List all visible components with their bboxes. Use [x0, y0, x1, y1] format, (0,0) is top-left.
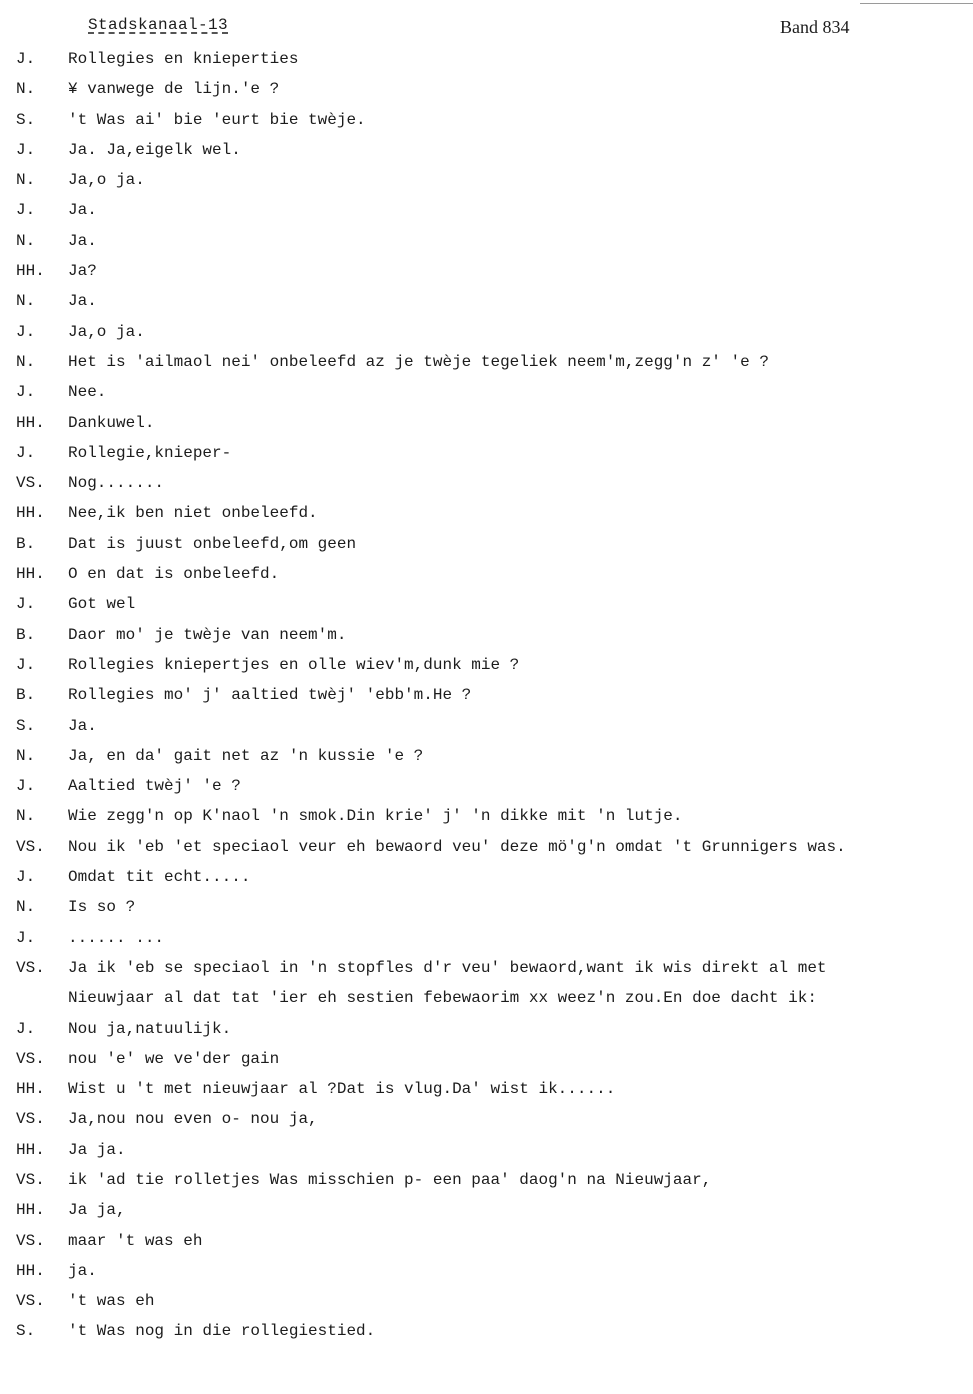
- utterance-text: Ja.: [68, 231, 97, 250]
- utterance-text: 't was eh: [68, 1292, 155, 1311]
- speaker-label: N.: [16, 292, 36, 311]
- speaker-label: J.: [16, 1019, 36, 1038]
- transcript-line: [0, 286, 973, 316]
- speaker-label: HH.: [16, 413, 45, 432]
- utterance-text: Nou ik 'eb 'et speciaol veur eh bewaord veu' deze mö'g'n omdat 't Grunnigers was.: [68, 837, 846, 856]
- speaker-label: J.: [16, 322, 36, 341]
- speaker-label: S.: [16, 1322, 36, 1341]
- transcript-line: [0, 711, 973, 741]
- utterance-text: Dankuwel.: [68, 413, 155, 432]
- utterance-text: Ja,o ja.: [68, 171, 145, 190]
- speaker-label: B.: [16, 686, 36, 705]
- transcript-line: [0, 1316, 973, 1346]
- utterance-text: ik 'ad tie rolletjes Was misschien p- een paa' daog'n na Nieuwjaar,: [68, 1170, 712, 1189]
- utterance-text: Ja ja.: [68, 1140, 126, 1159]
- transcript-line: [0, 165, 973, 195]
- utterance-text: Het is 'ailmaol nei' onbeleefd az je twèje tegeliek neem'm,zegg'n z' 'e ?: [68, 352, 769, 371]
- transcript-line: [0, 589, 973, 619]
- utterance-text: Nou ja,natuulijk.: [68, 1019, 232, 1038]
- utterance-text: Dat is juust onbeleefd,om geen: [68, 534, 357, 553]
- speaker-label: VS.: [16, 1049, 45, 1068]
- transcript-line: [0, 862, 973, 892]
- transcript-line: [0, 105, 973, 135]
- speaker-label: HH.: [16, 1261, 45, 1280]
- speaker-label: N.: [16, 746, 36, 765]
- utterance-text: Rollegies mo' j' aaltied twèj' 'ebb'm.He ?: [68, 686, 472, 705]
- speaker-label: J.: [16, 777, 36, 796]
- transcript-line: [0, 1044, 973, 1074]
- transcript-line: [0, 1014, 973, 1044]
- speaker-label: S.: [16, 716, 36, 735]
- utterance-text: Is so ?: [68, 898, 136, 917]
- speaker-label: S.: [16, 110, 36, 129]
- transcript-line: [0, 1286, 973, 1316]
- utterance-text: Omdat tit echt.....: [68, 868, 251, 887]
- transcript-body: [0, 44, 973, 1347]
- utterance-text: ja.: [68, 1261, 97, 1280]
- utterance-text: 't Was nog in die rollegiestied.: [68, 1322, 376, 1341]
- utterance-text: Nieuwjaar al dat tat 'ier eh sestien febewaorim xx weez'n zou.En doe dacht ik:: [68, 989, 817, 1008]
- transcript-line: [0, 377, 973, 407]
- speaker-label: N.: [16, 171, 36, 190]
- utterance-text: Wist u 't met nieuwjaar al ?Dat is vlug.Da' wist ik......: [68, 1080, 616, 1099]
- transcript-line: [0, 1104, 973, 1134]
- transcript-line: [0, 801, 973, 831]
- speaker-label: VS.: [16, 1292, 45, 1311]
- utterance-text: Got wel: [68, 595, 136, 614]
- transcript-line: [0, 832, 973, 862]
- utterance-text: Ja.: [68, 201, 97, 220]
- transcript-line: [0, 892, 973, 922]
- utterance-text: Ja ik 'eb se speciaol in 'n stopfles d'r veu' bewaord,want ik wis direkt al met: [68, 958, 827, 977]
- utterance-text: Ja,nou nou even o- nou ja,: [68, 1110, 318, 1129]
- speaker-label: J.: [16, 201, 36, 220]
- speaker-label: VS.: [16, 837, 45, 856]
- utterance-text: ...... ...: [68, 928, 165, 947]
- transcript-line: [0, 44, 973, 74]
- band-number: Band 834: [780, 17, 850, 37]
- transcript-line: [0, 74, 973, 104]
- utterance-text: Nog.......: [68, 474, 165, 493]
- utterance-text: Rollegies en knieperties: [68, 50, 299, 68]
- speaker-label: HH.: [16, 1201, 45, 1220]
- utterance-text: Ja,o ja.: [68, 322, 145, 341]
- speaker-label: HH.: [16, 565, 45, 584]
- transcript-line: [0, 135, 973, 165]
- transcript-line: [0, 953, 973, 983]
- transcript-line: [0, 771, 973, 801]
- speaker-label: N.: [16, 807, 36, 826]
- transcript-line: [0, 347, 973, 377]
- transcript-line: [0, 1165, 973, 1195]
- utterance-text: Daor mo' je twèje van neem'm.: [68, 625, 347, 644]
- utterance-text: Rollegies kniepertjes en olle wiev'm,dunk mie ?: [68, 655, 520, 674]
- utterance-text: Aaltied twèj' 'e ?: [68, 777, 241, 796]
- utterance-text: 't Was ai' bie 'eurt bie twèje.: [68, 110, 366, 129]
- transcript-line: [0, 408, 973, 438]
- speaker-label: B.: [16, 534, 36, 553]
- transcript-line: [0, 256, 973, 286]
- transcript-line: [0, 438, 973, 468]
- speaker-label: HH.: [16, 504, 45, 523]
- utterance-text: Nee,ik ben niet onbeleefd.: [68, 504, 318, 523]
- transcript-line: [0, 983, 973, 1013]
- utterance-text: Ja, en da' gait net az 'n kussie 'e ?: [68, 746, 424, 765]
- transcript-line: [0, 1074, 973, 1104]
- speaker-label: J.: [16, 655, 36, 674]
- speaker-label: VS.: [16, 1231, 45, 1250]
- speaker-label: N.: [16, 231, 36, 250]
- speaker-label: HH.: [16, 1080, 45, 1099]
- speaker-label: HH.: [16, 262, 45, 281]
- speaker-label: J.: [16, 140, 36, 159]
- speaker-label: VS.: [16, 1170, 45, 1189]
- speaker-label: B.: [16, 625, 36, 644]
- speaker-label: VS.: [16, 1110, 45, 1129]
- utterance-text: nou 'e' we ve'der gain: [68, 1049, 280, 1068]
- utterance-text: ¥ vanwege de lijn.'e ?: [68, 80, 280, 99]
- utterance-text: Rollegie,knieper-: [68, 443, 232, 462]
- transcript-line: [0, 317, 973, 347]
- utterance-text: Nee.: [68, 383, 107, 402]
- transcript-line: [0, 559, 973, 589]
- speaker-label: J.: [16, 928, 36, 947]
- speaker-label: J.: [16, 383, 36, 402]
- document-title: Stadskanaal-13: [88, 16, 229, 34]
- speaker-label: N.: [16, 352, 36, 371]
- speaker-label: J.: [16, 595, 36, 614]
- transcript-line: [0, 1256, 973, 1286]
- speaker-label: J.: [16, 868, 36, 887]
- transcript-line: [0, 498, 973, 528]
- top-rule: [860, 3, 973, 4]
- speaker-label: VS.: [16, 474, 45, 493]
- transcript-line: [0, 468, 973, 498]
- speaker-label: HH.: [16, 1140, 45, 1159]
- transcript-line: [0, 1135, 973, 1165]
- transcript-line: [0, 680, 973, 710]
- utterance-text: O en dat is onbeleefd.: [68, 565, 280, 584]
- transcript-line: [0, 1195, 973, 1225]
- utterance-text: Wie zegg'n op K'naol 'n smok.Din krie' j' 'n dikke mit 'n lutje.: [68, 807, 683, 826]
- transcript-line: [0, 650, 973, 680]
- transcript-line: [0, 226, 973, 256]
- speaker-label: VS.: [16, 958, 45, 977]
- speaker-label: N.: [16, 80, 36, 99]
- utterance-text: Ja.: [68, 716, 97, 735]
- speaker-label: J.: [16, 443, 36, 462]
- speaker-label: J.: [16, 50, 36, 68]
- transcript-line: [0, 1226, 973, 1256]
- utterance-text: maar 't was eh: [68, 1231, 203, 1250]
- transcript-line: [0, 195, 973, 225]
- utterance-text: Ja. Ja,eigelk wel.: [68, 140, 241, 159]
- utterance-text: Ja?: [68, 262, 97, 281]
- transcript-line: [0, 529, 973, 559]
- transcript-line: [0, 741, 973, 771]
- transcript-line: [0, 620, 973, 650]
- speaker-label: N.: [16, 898, 36, 917]
- utterance-text: Ja ja,: [68, 1201, 126, 1220]
- transcript-line: [0, 923, 973, 953]
- utterance-text: Ja.: [68, 292, 97, 311]
